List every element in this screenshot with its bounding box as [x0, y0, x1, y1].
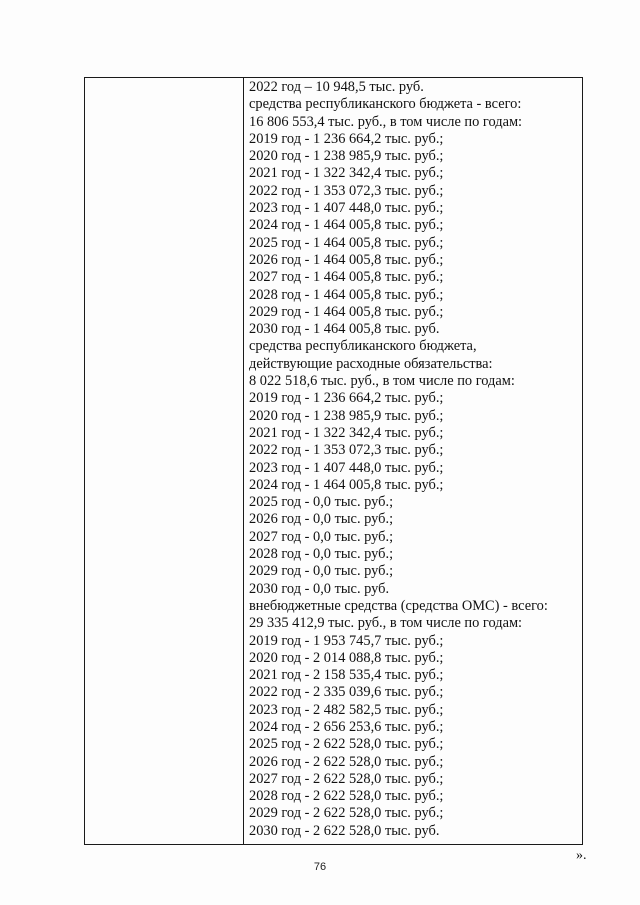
text-line: 2022 год - 1 353 072,3 тыс. руб.; [249, 442, 444, 459]
closing-quote: ». [576, 848, 587, 863]
text-line: 2020 год - 1 238 985,9 тыс. руб.; [249, 148, 444, 165]
funding-table [84, 77, 583, 845]
text-line: 2030 год - 2 622 528,0 тыс. руб. [249, 822, 440, 839]
text-line: средства республиканского бюджета, [249, 338, 477, 355]
text-line: действующие расходные обязательства: [249, 355, 493, 372]
text-line: 2025 год - 2 622 528,0 тыс. руб.; [249, 736, 444, 753]
text-line: 2029 год - 1 464 005,8 тыс. руб.; [249, 303, 444, 320]
text-line: 2027 год - 0,0 тыс. руб.; [249, 528, 394, 545]
text-line: 8 022 518,6 тыс. руб., в том числе по годам: [249, 373, 515, 390]
text-line: 2020 год - 1 238 985,9 тыс. руб.; [249, 407, 444, 424]
text-line: 2028 год - 2 622 528,0 тыс. руб.; [249, 788, 444, 805]
text-line: 2025 год - 0,0 тыс. руб.; [249, 494, 394, 511]
text-line: 2028 год - 0,0 тыс. руб.; [249, 546, 394, 563]
text-line: 2023 год - 1 407 448,0 тыс. руб.; [249, 200, 444, 217]
text-line: 2019 год - 1 953 745,7 тыс. руб.; [249, 632, 444, 649]
text-line: 2022 год - 1 353 072,3 тыс. руб.; [249, 182, 444, 199]
text-line: 2030 год - 1 464 005,8 тыс. руб. [249, 321, 440, 338]
text-line: 2026 год - 1 464 005,8 тыс. руб.; [249, 251, 444, 268]
text-line: 2029 год - 0,0 тыс. руб.; [249, 563, 394, 580]
text-line: 16 806 553,4 тыс. руб., в том числе по годам: [249, 113, 523, 130]
text-line: 2027 год - 1 464 005,8 тыс. руб.; [249, 269, 444, 286]
text-line: 2026 год - 0,0 тыс. руб.; [249, 511, 394, 528]
text-line: 2022 год – 10 948,5 тыс. руб. [249, 79, 424, 95]
text-line: 2019 год - 1 236 664,2 тыс. руб.; [249, 130, 444, 147]
text-line: 2024 год - 1 464 005,8 тыс. руб.; [249, 476, 444, 493]
text-line: 2029 год - 2 622 528,0 тыс. руб.; [249, 805, 444, 822]
text-line: 2021 год - 1 322 342,4 тыс. руб.; [249, 165, 444, 182]
text-line: 2024 год - 1 464 005,8 тыс. руб.; [249, 217, 444, 234]
table-left-column [85, 78, 244, 844]
text-line: 2028 год - 1 464 005,8 тыс. руб.; [249, 286, 444, 303]
text-line: средства республиканского бюджета - всего: [249, 96, 522, 113]
text-line: 2020 год - 2 014 088,8 тыс. руб.; [249, 649, 444, 666]
text-line: 2024 год - 2 656 253,6 тыс. руб.; [249, 718, 444, 735]
text-line: внебюджетные средства (средства ОМС) - всего: [249, 597, 548, 614]
text-line: 29 335 412,9 тыс. руб., в том числе по годам: [249, 615, 523, 632]
text-line: 2019 год - 1 236 664,2 тыс. руб.; [249, 390, 444, 407]
page-number: 76 [313, 861, 327, 873]
text-line: 2030 год - 0,0 тыс. руб. [249, 580, 390, 597]
text-line: 2023 год - 2 482 582,5 тыс. руб.; [249, 701, 444, 718]
table-right-column [244, 78, 582, 844]
text-line: 2025 год - 1 464 005,8 тыс. руб.; [249, 234, 444, 251]
text-line: 2022 год - 2 335 039,6 тыс. руб.; [249, 684, 444, 701]
text-line: 2021 год - 1 322 342,4 тыс. руб.; [249, 424, 444, 441]
text-line: 2026 год - 2 622 528,0 тыс. руб.; [249, 753, 444, 770]
text-line: 2027 год - 2 622 528,0 тыс. руб.; [249, 770, 444, 787]
text-line: 2023 год - 1 407 448,0 тыс. руб.; [249, 459, 444, 476]
text-line: 2021 год - 2 158 535,4 тыс. руб.; [249, 667, 444, 684]
